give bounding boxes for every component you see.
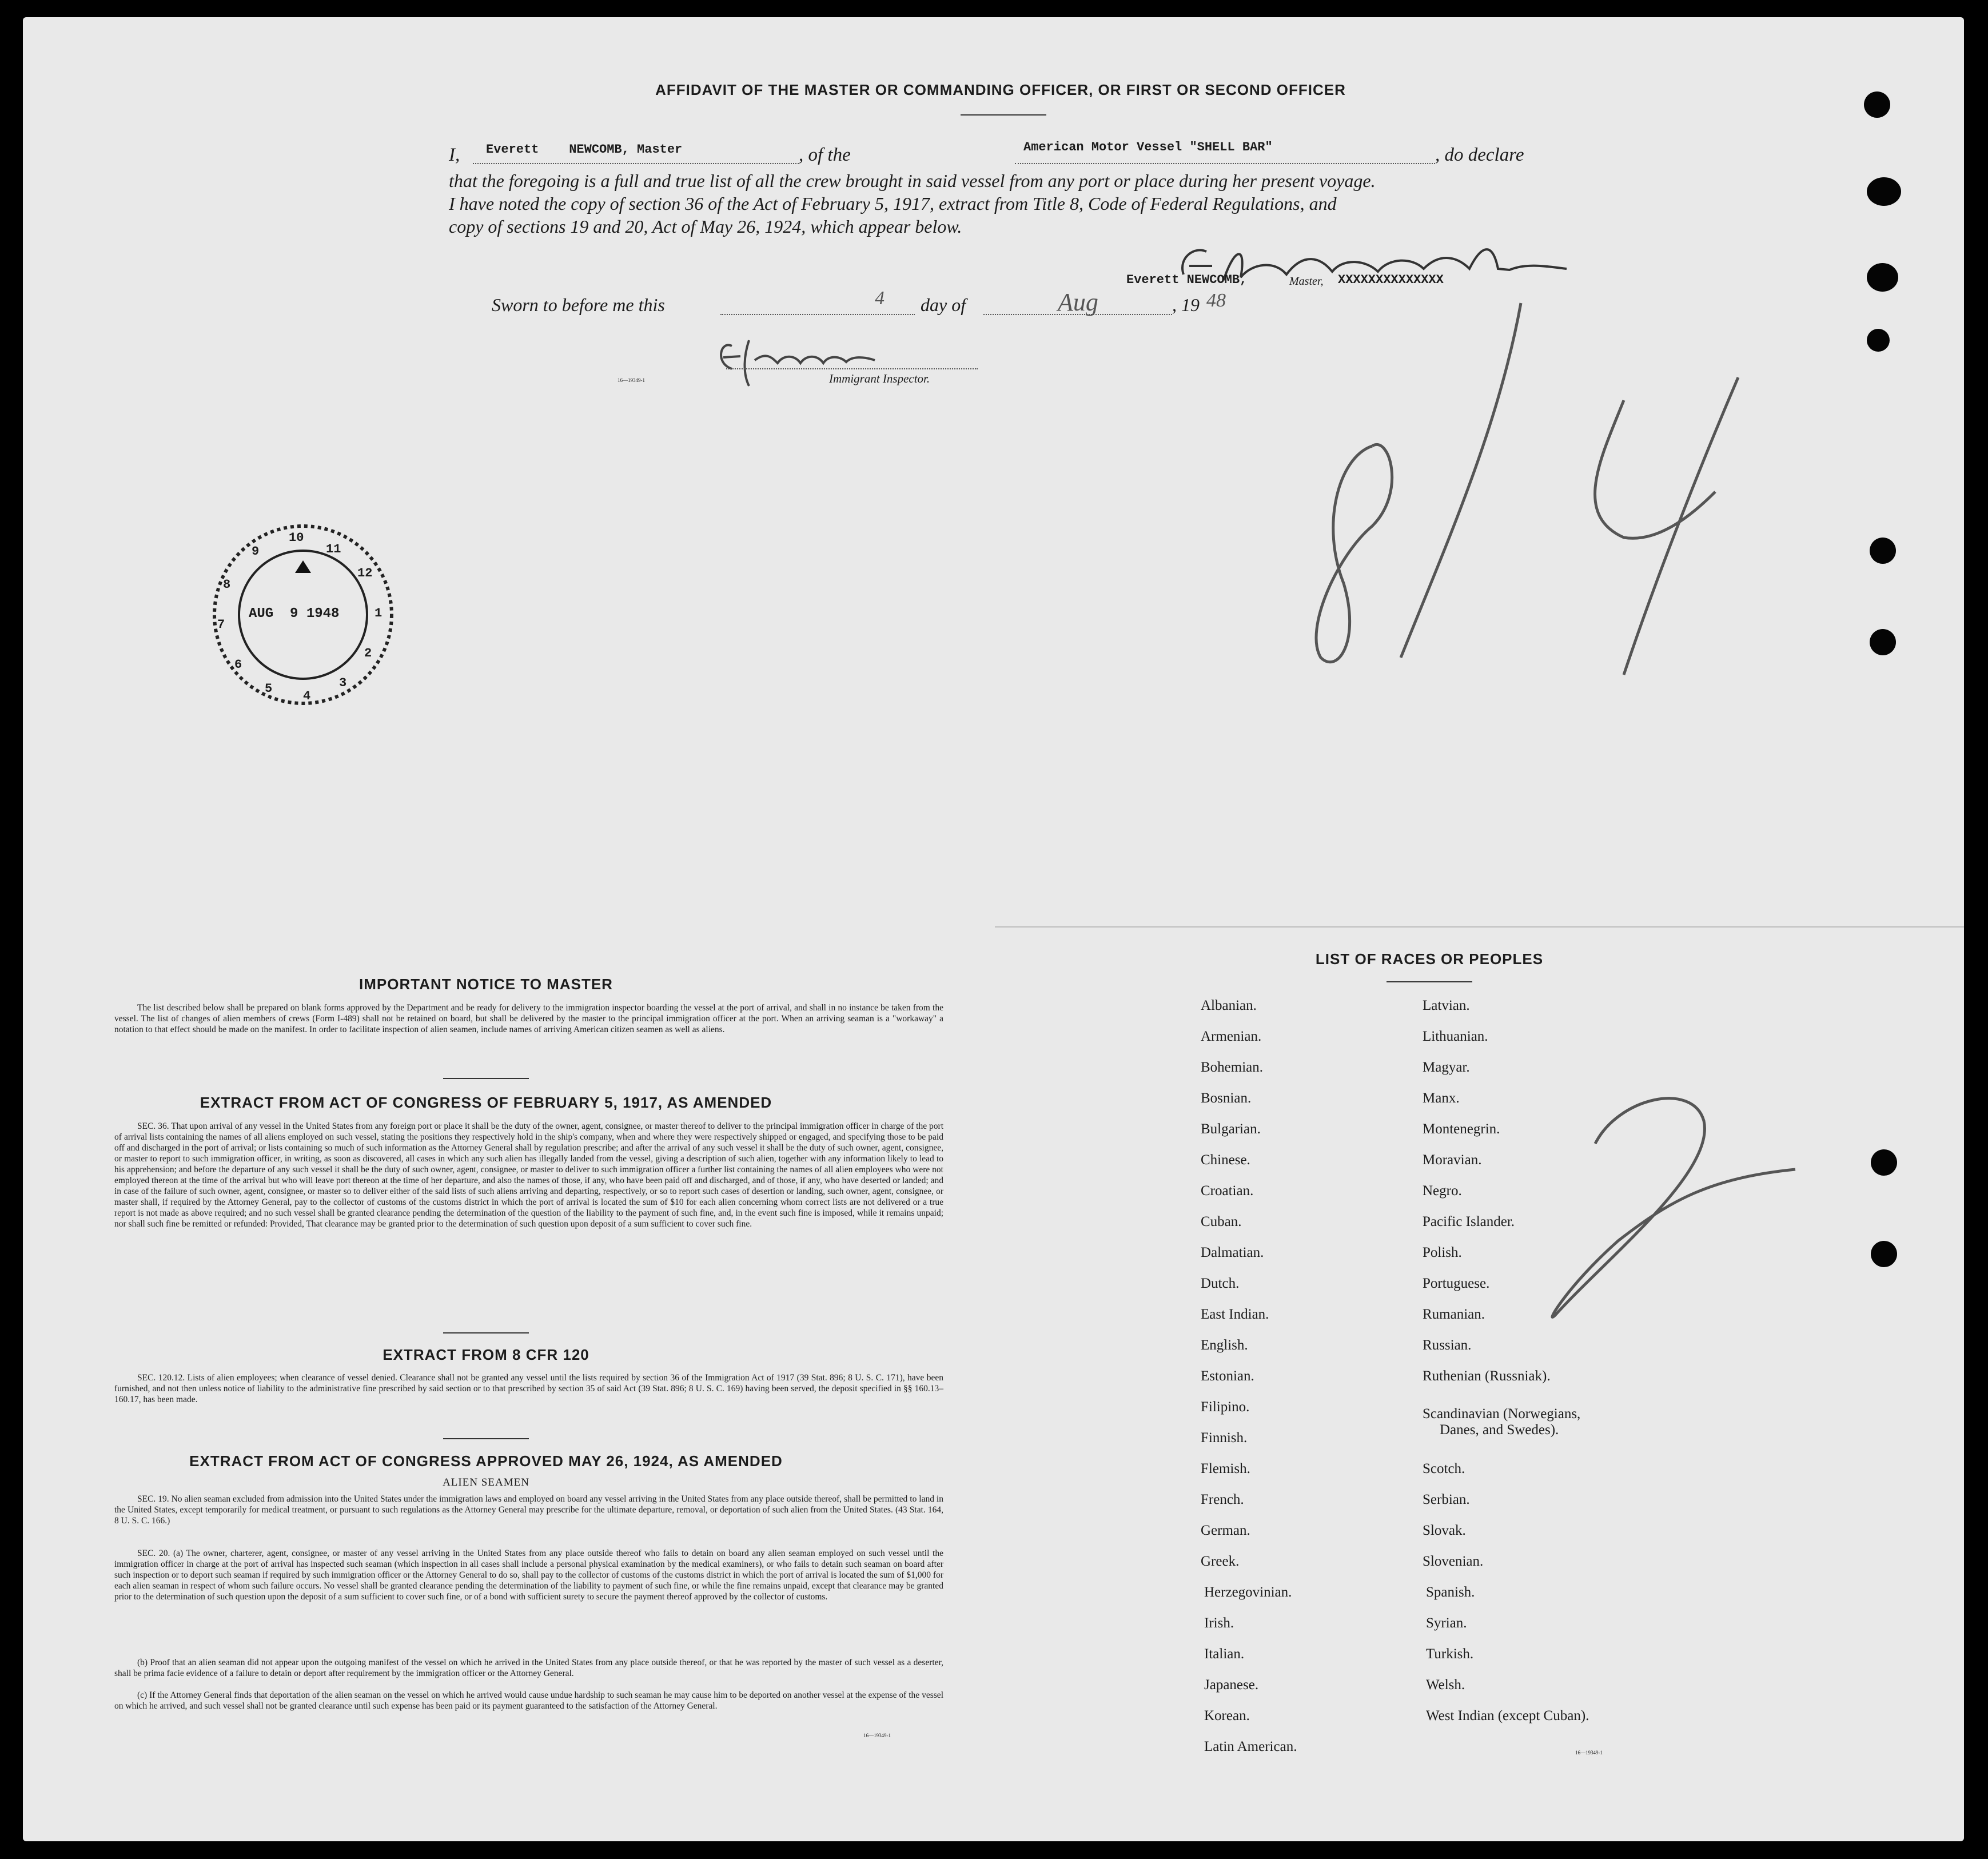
race-syrian: Syrian. xyxy=(1426,1615,1467,1631)
affidavit-line1 xyxy=(449,140,1592,168)
notice-body: The list described below shall be prepared on blank forms approved by the Department and be ready for delivery to the immigration inspector boarding the vessel at the port of arrival, and shall in no instance be taken from the vessel. The list of changes of alien members of crews (Form I-489) shall not be retained on board, but shall be delivered by the master to the principal immigration officer at the port. When an arriving seaman is a "workaway" a notation to that effect should be made on the manifest. In order to facilitate inspection of alien seamen, include names of arriving American citizen seamen as well as aliens. xyxy=(114,1003,943,1034)
extract-1924-sec20b: (b) Proof that an alien seaman did not appear upon the outgoing manifest of the vessel on which he arrived in the United States from any place outside thereof, or that he was reported by the master of such vessel as a deserter, shall be prima facie evidence of a failure to detain or deport after requirement by the immigration officer or the Attorney General. xyxy=(114,1658,943,1678)
inspector-line xyxy=(726,368,978,369)
declare-label: , do declare xyxy=(1435,145,1524,165)
races-title: LIST OF RACES OR PEOPLES xyxy=(1315,950,1544,968)
races-rule xyxy=(1387,981,1472,982)
race-bosnian: Bosnian. xyxy=(1201,1090,1252,1106)
punch-hole xyxy=(1870,629,1896,655)
race-latvian: Latvian. xyxy=(1423,998,1470,1013)
stamp-date: AUG 9 1948 xyxy=(249,606,340,622)
stamp-num-10: 10 xyxy=(289,531,304,545)
race-turkish: Turkish. xyxy=(1426,1646,1474,1662)
race-herzegovinian: Herzegovinian. xyxy=(1204,1585,1292,1600)
race-greek: Greek. xyxy=(1201,1554,1240,1569)
race-scandinavian: Scandinavian (Norwegians, xyxy=(1423,1406,1581,1422)
race-scandinavian-cont: Danes, and Swedes). xyxy=(1440,1422,1559,1438)
race-moravian: Moravian. xyxy=(1423,1152,1482,1168)
race-portuguese: Portuguese. xyxy=(1423,1276,1490,1291)
race-magyar: Magyar. xyxy=(1423,1060,1470,1075)
races-form-number: 16—19349-1 xyxy=(1575,1750,1603,1755)
race-italian: Italian. xyxy=(1204,1646,1245,1662)
race-croatian: Croatian. xyxy=(1201,1183,1254,1199)
sworn-month: Aug xyxy=(1058,288,1098,316)
extract-cfr-title: EXTRACT FROM 8 CFR 120 xyxy=(383,1346,589,1363)
year-suffix: 48 xyxy=(1206,290,1226,311)
race-welsh: Welsh. xyxy=(1426,1677,1465,1693)
fold-line xyxy=(995,926,1964,927)
stamp-num-7: 7 xyxy=(217,618,225,632)
races-left-column xyxy=(1201,998,1407,1781)
stamp-num-9: 9 xyxy=(252,544,260,559)
inspector-label: Immigrant Inspector. xyxy=(829,372,930,385)
punch-hole xyxy=(1871,1149,1897,1176)
race-negro: Negro. xyxy=(1423,1183,1462,1199)
race-serbian: Serbian. xyxy=(1423,1492,1470,1507)
sworn-day-line xyxy=(720,314,915,315)
stamp-num-11: 11 xyxy=(326,542,341,556)
affidavit-i: I, xyxy=(449,145,460,165)
punch-hole xyxy=(1867,329,1890,352)
extract-1924-sec20c: (c) If the Attorney General finds that deportation of the alien seaman on the vessel on which he arrived would cause undue hardship to such seaman he may cause him to be deported on another vessel at the expense of the vessel on which he arrived, and such vessel shall not be granted clearance until such expense has been paid or its payment guaranteed to the satisfaction of the Attorney General. xyxy=(114,1690,943,1711)
race-bohemian: Bohemian. xyxy=(1201,1060,1264,1075)
race-dutch: Dutch. xyxy=(1201,1276,1240,1291)
extract-1924-subtitle: ALIEN SEAMEN xyxy=(443,1476,529,1488)
extract-cfr-body: SEC. 120.12. Lists of alien employees; when clearance of vessel denied. Clearance shall not be granted any vessel until the lists required by section 36 of the Immigration Act of 1917 (39 Stat. 896; 8 U. S. C. 171), have been furnished, and not then unless notice of liability to the administrative fine prescribed by said section or to that prescribed by section 35 of said Act (39 Stat. 896; 8 U. S. C. 169) having been served, the deposit specified in §§ 160.13–160.17, has been made. xyxy=(114,1373,943,1404)
sworn-day: 4 xyxy=(875,288,885,309)
extract-1924-form-number: 16—19349-1 xyxy=(863,1733,891,1738)
race-dalmatian: Dalmatian. xyxy=(1201,1245,1264,1260)
extract-1924-sec20a: SEC. 20. (a) The owner, charterer, agent, consignee, or master of any vessel arriving in the United States from any place outside thereof who fails to detain on board any alien seaman employed on such vessel until the immigration officer in charge at the port of arrival has inspected such seaman (which inspection in all cases shall include a personal physical examination by the medical examiners), or who fails to detain such seaman on board after such inspection or to deport such seaman if required by such immigration officer or the Attorney General to do so, shall pay to the collector of customs of the customs district in which the port of arrival is located the sum of $1,000 for each alien seaman in respect of whom such failure occurs. No vessel shall be granted clearance pending the determination of the liability to payment of such fine, or while the fine remains unpaid, except that clearance may be granted prior to the determination of such question upon the deposit of a sum sufficient to cover such fine, or of a bond with sufficient surety to secure the payment thereof approved by the collector of customs. xyxy=(114,1548,943,1602)
race-scotch: Scotch. xyxy=(1423,1461,1465,1476)
race-east-indian: East Indian. xyxy=(1201,1307,1269,1322)
extract-1917-rule xyxy=(443,1332,529,1333)
race-german: German. xyxy=(1201,1523,1250,1538)
affidavit-title: AFFIDAVIT OF THE MASTER OR COMMANDING OFFICER, OR FIRST OR SECOND OFFICER xyxy=(655,81,1346,98)
affidavit-line2: that the foregoing is a full and true list of all the crew brought in said vessel from any port or place during her present voyage. xyxy=(449,170,1376,191)
race-filipino: Filipino. xyxy=(1201,1399,1250,1415)
race-rumanian: Rumanian. xyxy=(1423,1307,1485,1322)
vessel-line xyxy=(1015,163,1435,164)
race-cuban: Cuban. xyxy=(1201,1214,1242,1229)
notice-rule xyxy=(443,1078,529,1079)
stamp-num-4: 4 xyxy=(303,689,311,703)
of-the-label: , of the xyxy=(799,145,851,165)
race-korean: Korean. xyxy=(1204,1708,1250,1723)
race-bulgarian: Bulgarian. xyxy=(1201,1121,1261,1137)
race-russian: Russian. xyxy=(1423,1337,1472,1353)
punch-hole xyxy=(1867,263,1898,292)
affidavit-form-number: 16—19349-1 xyxy=(617,377,645,383)
race-polish: Polish. xyxy=(1423,1245,1462,1260)
extract-1924-title: EXTRACT FROM ACT OF CONGRESS APPROVED MAY 26, 1924, AS AMENDED xyxy=(189,1452,783,1470)
stamp-num-5: 5 xyxy=(265,682,273,696)
race-manx: Manx. xyxy=(1423,1090,1460,1106)
race-pacific-islander: Pacific Islander. xyxy=(1423,1214,1515,1229)
stamp-num-1: 1 xyxy=(375,606,383,620)
stamp-num-2: 2 xyxy=(364,646,372,660)
race-montenegrin: Montenegrin. xyxy=(1423,1121,1500,1137)
punch-hole xyxy=(1870,538,1896,564)
affidavit-line3: I have noted the copy of section 36 of the Act of February 5, 1917, extract from Title 8, Code of Federal Regulations, and xyxy=(449,193,1337,214)
race-slovenian: Slovenian. xyxy=(1423,1554,1484,1569)
struck-text: XXXXXXXXXXXXXX xyxy=(1338,273,1444,287)
race-japanese: Japanese. xyxy=(1204,1677,1259,1693)
day-of-label: day of xyxy=(921,294,966,315)
extract-cfr-rule xyxy=(443,1438,529,1439)
race-armenian: Armenian. xyxy=(1201,1029,1262,1044)
typed-signature: Everett NEWCOMB, xyxy=(1126,273,1248,287)
race-chinese: Chinese. xyxy=(1201,1152,1250,1168)
extract-1924-sec19: SEC. 19. No alien seaman excluded from admission into the United States under the immigration laws and employed on board any vessel arriving in the United States from any place outside thereof, shall be permitted to land in the United States, except temporarily for medical treatment, or pursuant to such regulations as the Attorney General may prescribe for the ultimate departure, removal, or deportation of such alien from the United States. (43 Stat. 164, 8 U. S. C. 166.) xyxy=(114,1494,943,1526)
name-line xyxy=(473,163,799,164)
notice-title: IMPORTANT NOTICE TO MASTER xyxy=(359,976,613,993)
race-finnish: Finnish. xyxy=(1201,1430,1248,1446)
punch-hole xyxy=(1867,177,1901,206)
races-right-column xyxy=(1423,998,1720,1781)
extract-1917-title: EXTRACT FROM ACT OF CONGRESS OF FEBRUARY 5, 1917, AS AMENDED xyxy=(200,1094,772,1111)
race-west-indian: West Indian (except Cuban). xyxy=(1426,1708,1589,1723)
document-sheet xyxy=(23,17,1964,1841)
stamp-num-12: 12 xyxy=(357,566,373,580)
master-name: Everett NEWCOMB, Master xyxy=(486,142,683,157)
race-estonian: Estonian. xyxy=(1201,1368,1254,1384)
race-ruthenian: Ruthenian (Russniak). xyxy=(1423,1368,1551,1384)
date-stamp xyxy=(209,520,397,709)
vessel-name: American Motor Vessel "SHELL BAR" xyxy=(1023,140,1273,154)
year-prefix: , 19 xyxy=(1172,294,1200,315)
race-spanish: Spanish. xyxy=(1426,1585,1475,1600)
race-slovak: Slovak. xyxy=(1423,1523,1466,1538)
race-irish: Irish. xyxy=(1204,1615,1234,1631)
race-english: English. xyxy=(1201,1337,1248,1353)
extract-1917-body: SEC. 36. That upon arrival of any vessel in the United States from any foreign port or place it shall be the duty of the owner, agent, consignee, or master thereof to deliver to the principal immigration officer in charge of the port of arrival lists containing the names of all aliens employed on such vessel, stating the positions they respectively hold in the ship's company, when and where they were respectively shipped or engaged, and specifying those to be paid off and discharged in the port of arrival; or lists containing so much of such information as the Attorney General shall by regulation prescribe; and after the arrival of any such vessel it shall be the duty of such owner, agent, consignee, or master to report to such immigration officer, in writing, as soon as discovered, all cases in which any such alien has illegally landed from the vessel, giving a description of such alien, together with any information likely to lead to his apprehension; and before the departure of any such vessel it shall be the duty of such owner, agent, consignee, or master to deliver to such immigration officer a further list containing the names of all alien employees who were not employed thereon at the time of the arrival but who will leave port thereon at the time of her departure, and also the names of those, if any, who have been paid off and discharged, and of those, if any, who have deserted or landed; and in case of the failure of such owner, agent, consignee, or master so to deliver either of the said lists of such aliens arriving and departing, respectively, or so to report such cases of desertion or landing, such owner, agent, consignee, or master shall, if required by the Attorney General, pay to the collector of customs of the customs district in which the port of arrival is located the sum of $10 for each alien concerning whom correct lists are not delivered or a true report is not made as above required; and no such vessel shall be granted clearance pending the determination of the question of the liability to the payment of such fine, and, in the event such fine is imposed, while it remains unpaid; nor shall such fine be remitted or refunded: Provided, That clearance may be granted prior to the determination of such question upon deposit of a sum sufficient to cover such fine. xyxy=(114,1121,943,1229)
punch-hole xyxy=(1864,91,1890,118)
sworn-label: Sworn to before me this xyxy=(492,294,665,315)
punch-hole xyxy=(1871,1241,1897,1267)
race-french: French. xyxy=(1201,1492,1244,1507)
race-albanian: Albanian. xyxy=(1201,998,1257,1013)
race-lithuanian: Lithuanian. xyxy=(1423,1029,1488,1044)
stamp-num-3: 3 xyxy=(339,676,347,690)
stamp-num-8: 8 xyxy=(223,578,231,592)
affidavit-line4: copy of sections 19 and 20, Act of May 26, 1924, which appear below. xyxy=(449,216,962,237)
sworn-line xyxy=(492,288,1292,323)
title-rule xyxy=(961,114,1046,116)
race-flemish: Flemish. xyxy=(1201,1461,1250,1476)
handwritten-number-large xyxy=(1304,286,1761,686)
stamp-num-6: 6 xyxy=(234,658,242,672)
master-label: Master, xyxy=(1289,275,1324,288)
race-latin-american: Latin American. xyxy=(1204,1739,1297,1754)
